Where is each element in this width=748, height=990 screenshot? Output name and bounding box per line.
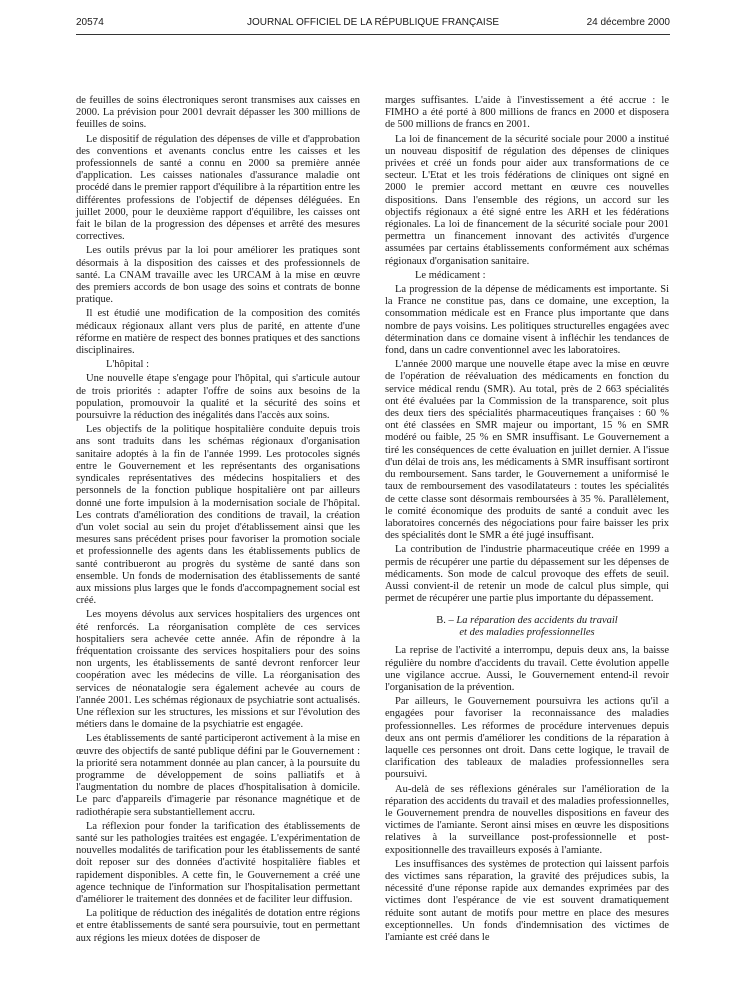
paragraph: Le dispositif de régulation des dépenses de ville et d'approbation des conventions et avenants conclus entre les caisses et les professionnels de santé a connu en 2000 sa première année d'application. Les caisses nationales d'assurance maladie ont procédé dans le premier rapport d'équilibre à la répartition entre les différentes professions de l'objectif de dépenses déléguées. En juillet 2000, pour le deuxième rapport d'équilibre, les caisses ont fait le bilan de la progression des dépenses et arrêté des mesures correctives.: [76, 133, 360, 243]
paragraph: La contribution de l'industrie pharmaceutique créée en 1999 a permis de récupérer une partie du dépassement sur les dépenses de médicaments. Son mode de calcul provoque des effets de seuil. Aussi convient-il de retenir un mode de calcul plus simple, qui permet de récupérer une partie plus importante du dépassement.: [385, 544, 669, 605]
paragraph: La progression de la dépense de médicaments est importante. Si la France ne constitue pas, dans ce domaine, une exception, la consommation médicale est en France plus importante que dans nombre de pays voisins. Les politiques structurelles engagées avec détermination dans ce domaine visent à infléchir les tendances de fond, dans un cadre conventionnel avec les laboratoires.: [385, 284, 669, 357]
paragraph: Les insuffisances des systèmes de protection qui laissent parfois des victimes sans réparation, la gravité des préjudices subis, la nécessité d'une réponse rapide aux demandes exprimées par des victimes dont l'espérance de vie est souvent dramatiquement réduite sont autant de motifs pour mettre en place des mesures exceptionnelles. Un fonds d'indemnisation des victimes de l'amiante est créé dans le: [385, 858, 669, 943]
paragraph: de feuilles de soins électroniques seront transmises aux caisses en 2000. La prévision pour 2001 devrait dépasser les 300 millions de feuilles de soins.: [76, 95, 360, 131]
paragraph: Par ailleurs, le Gouvernement poursuivra les actions qu'il a engagées pour favoriser la reconnaissance des maladies professionnelles. Les réformes de procédure intervenues depuis deux ans ont permis d'améliorer les conditions de la réparation à laquelle ces personnes ont droit. Dans cette logique, le travail de clarification des tableaux de maladies professionnelles sera poursuivi.: [385, 696, 669, 781]
page-number: 20574: [76, 17, 104, 28]
paragraph: Les moyens dévolus aux services hospitaliers des urgences ont été renforcés. La réorganisation complète de ces services hospitaliers sera achevée cette année. Afin de répondre à la fréquentation croissante des services hospitaliers pour des soins non urgents, les établissements de santé devront renforcer leur coopération avec les médecins de ville. La réorganisation des services de néonatalogie sera également achevée au cours de l'année 2001. Les schémas régionaux de psychiatrie sont actualisés. Une réflexion sur les structures, les missions et sur l'évolution des métiers dans le domaine de la psychiatrie est engagée.: [76, 609, 360, 731]
section-heading: [385, 615, 669, 639]
paragraph: Les établissements de santé participeront activement à la mise en œuvre des objectifs de santé publique défini par le Gouvernement : la priorité sera notamment donnée au plan cancer, à la poursuite du programme de développement de soins palliatifs et à l'augmentation du nombre de places d'hospitalisation à domicile. Le parc d'appareils d'imagerie par résonance magnétique et de radiothérapie sera substantiellement accru.: [76, 733, 360, 818]
section-title-line1: La réparation des accidents du travail: [456, 615, 618, 627]
page-header: [76, 17, 670, 31]
publication-date: 24 décembre 2000: [586, 17, 670, 28]
paragraph: Au-delà de ses réflexions générales sur l'amélioration de la réparation des accidents du travail et des maladies professionnelles, le Gouvernement prendra de nouvelles dispositions en faveur des victimes de l'amiante. Seront ainsi mises en œuvre les dispositions relatives à la surveillance post-professionnelle et post-expositionnelle des travailleurs exposés à l'amiante.: [385, 783, 669, 856]
paragraph: La loi de financement de la sécurité sociale pour 2000 a institué un nouveau dispositif de régulation des dépenses de cliniques privées et créé un fonds pour aider aux transformations de ce secteur. L'Etat et les trois fédérations de cliniques ont signé en 2000 le premier accord mettant en œuvre ces nouvelles dispositions. Dans l'ensemble des régions, un accord sur les objectifs régionaux a été signé entre les ARH et les fédérations régionales. La loi de financement de la sécurité sociale pour 2001 permettra un financement innovant des activités d'urgence assumées par certains établissements conformément aux schémas régionaux d'organisation sanitaire.: [385, 133, 669, 267]
paragraph: marges suffisantes. L'aide à l'investissement a été accrue : le FIMHO a été porté à 800 millions de francs en 2000 et disposera de 500 millions de francs en 2001.: [385, 95, 669, 131]
right-column: [385, 95, 669, 946]
paragraph: La reprise de l'activité a interrompu, depuis deux ans, la baisse régulière du nombre d'accidents du travail. Cette évolution appelle une vigilance accrue. Aussi, le Gouvernement entend-il revoir l'organisation de la prévention.: [385, 645, 669, 693]
left-column: [76, 95, 360, 947]
paragraph: Les outils prévus par la loi pour améliorer les pratiques sont désormais à la disposition des caisses et des professionnels de santé. La CNAM travaille avec les URCAM à la mise en œuvre des premiers accords de bon usage des soins et contrats de bonne pratique.: [76, 245, 360, 306]
section-title-line2: et des maladies professionnelles: [459, 627, 595, 639]
paragraph: La politique de réduction des inégalités de dotation entre régions et entre établissements de santé sera poursuivie, tout en permettant aux régions les mieux dotées de disposer de: [76, 908, 360, 944]
header-rule: [76, 34, 670, 35]
paragraph: Il est étudié une modification de la composition des comités médicaux régionaux allant vers plus de parité, en attente d'une réforme en matière de respect des bonnes pratiques et des sanctions disciplinaires.: [76, 308, 360, 357]
section-letter: B. –: [436, 615, 454, 627]
paragraph: La réflexion pour fonder la tarification des établissements de santé sur les pathologies traitées est engagée. L'expérimentation de nouvelles modalités de tarification pour les établissements de santé doit reposer sur des données d'activité hospitalière fiables et rapidement disponibles. A cette fin, le Gouvernement a créé une agence technique de l'information sur l'hospitalisation permettant d'améliorer le traitement des données et de faciliter leur diffusion.: [76, 820, 360, 905]
paragraph: L'année 2000 marque une nouvelle étape avec la mise en œuvre de l'opération de réévaluation des médicaments en fonction du service médical rendu (SMR). Au total, près de 2 663 spécialités ont été évaluées par la Commission de la transparence, soit plus des deux tiers des spécialités pharmaceutiques françaises : 60 % ont été classées en SMR majeur ou important, 15 % en SMR modéré ou faible, 25 % en SMR insuffisant. Le Gouvernement a tiré les conséquences de cette évaluation en juillet dernier. A l'issue d'un délai de trois ans, les médicaments à SMR insuffisant sortiront du remboursement. Sans tarder, le Gouvernement a uniformisé le taux de remboursement des vasodilatateurs : toutes les spécialités de cette classe sont désormais remboursées à 35 %. Parallèlement, le comité économique des produits de santé a conduit avec les laboratoires concernés des négociations pour faire baisser les prix des spécialités dont le SMR a été jugé insuffisant.: [385, 359, 669, 542]
subheading-medicament: Le médicament :: [415, 269, 486, 281]
paragraph: Les objectifs de la politique hospitalière conduite depuis trois ans sont traduits dans les schémas régionaux d'organisation sanitaire adoptés à la fin de l'année 1999. Les protocoles signés entre le Gouvernement et les représentants des organisations syndicales représentatives des médecins hospitaliers et des personnels de la fonction publique hospitalière ont par ailleurs donné une forte impulsion à la modernisation sociale de l'hôpital. Les contrats d'amélioration des conditions de travail, la création d'un volet social au sein du projet d'établissement ainsi que les mesures sans précédent prises pour favoriser la promotion sociale et professionnelle des agents dans les établissements publics de santé contribueront au progrès du système de santé dans son ensemble. Un fonds de modernisation des établissements de santé aux missions plus larges que le fonds d'accompagnement social est créé.: [76, 424, 360, 607]
journal-title: JOURNAL OFFICIEL DE LA RÉPUBLIQUE FRANÇAISE: [246, 17, 500, 28]
subheading-hopital: L'hôpital :: [106, 359, 150, 371]
paragraph: Une nouvelle étape s'engage pour l'hôpital, qui s'articule autour de trois priorités : adapter l'offre de soins aux besoins de la population, promouvoir la qualité et la sécurité des soins et poursuivre la réduction des inégalités dans l'accès aux soins.: [76, 373, 360, 422]
